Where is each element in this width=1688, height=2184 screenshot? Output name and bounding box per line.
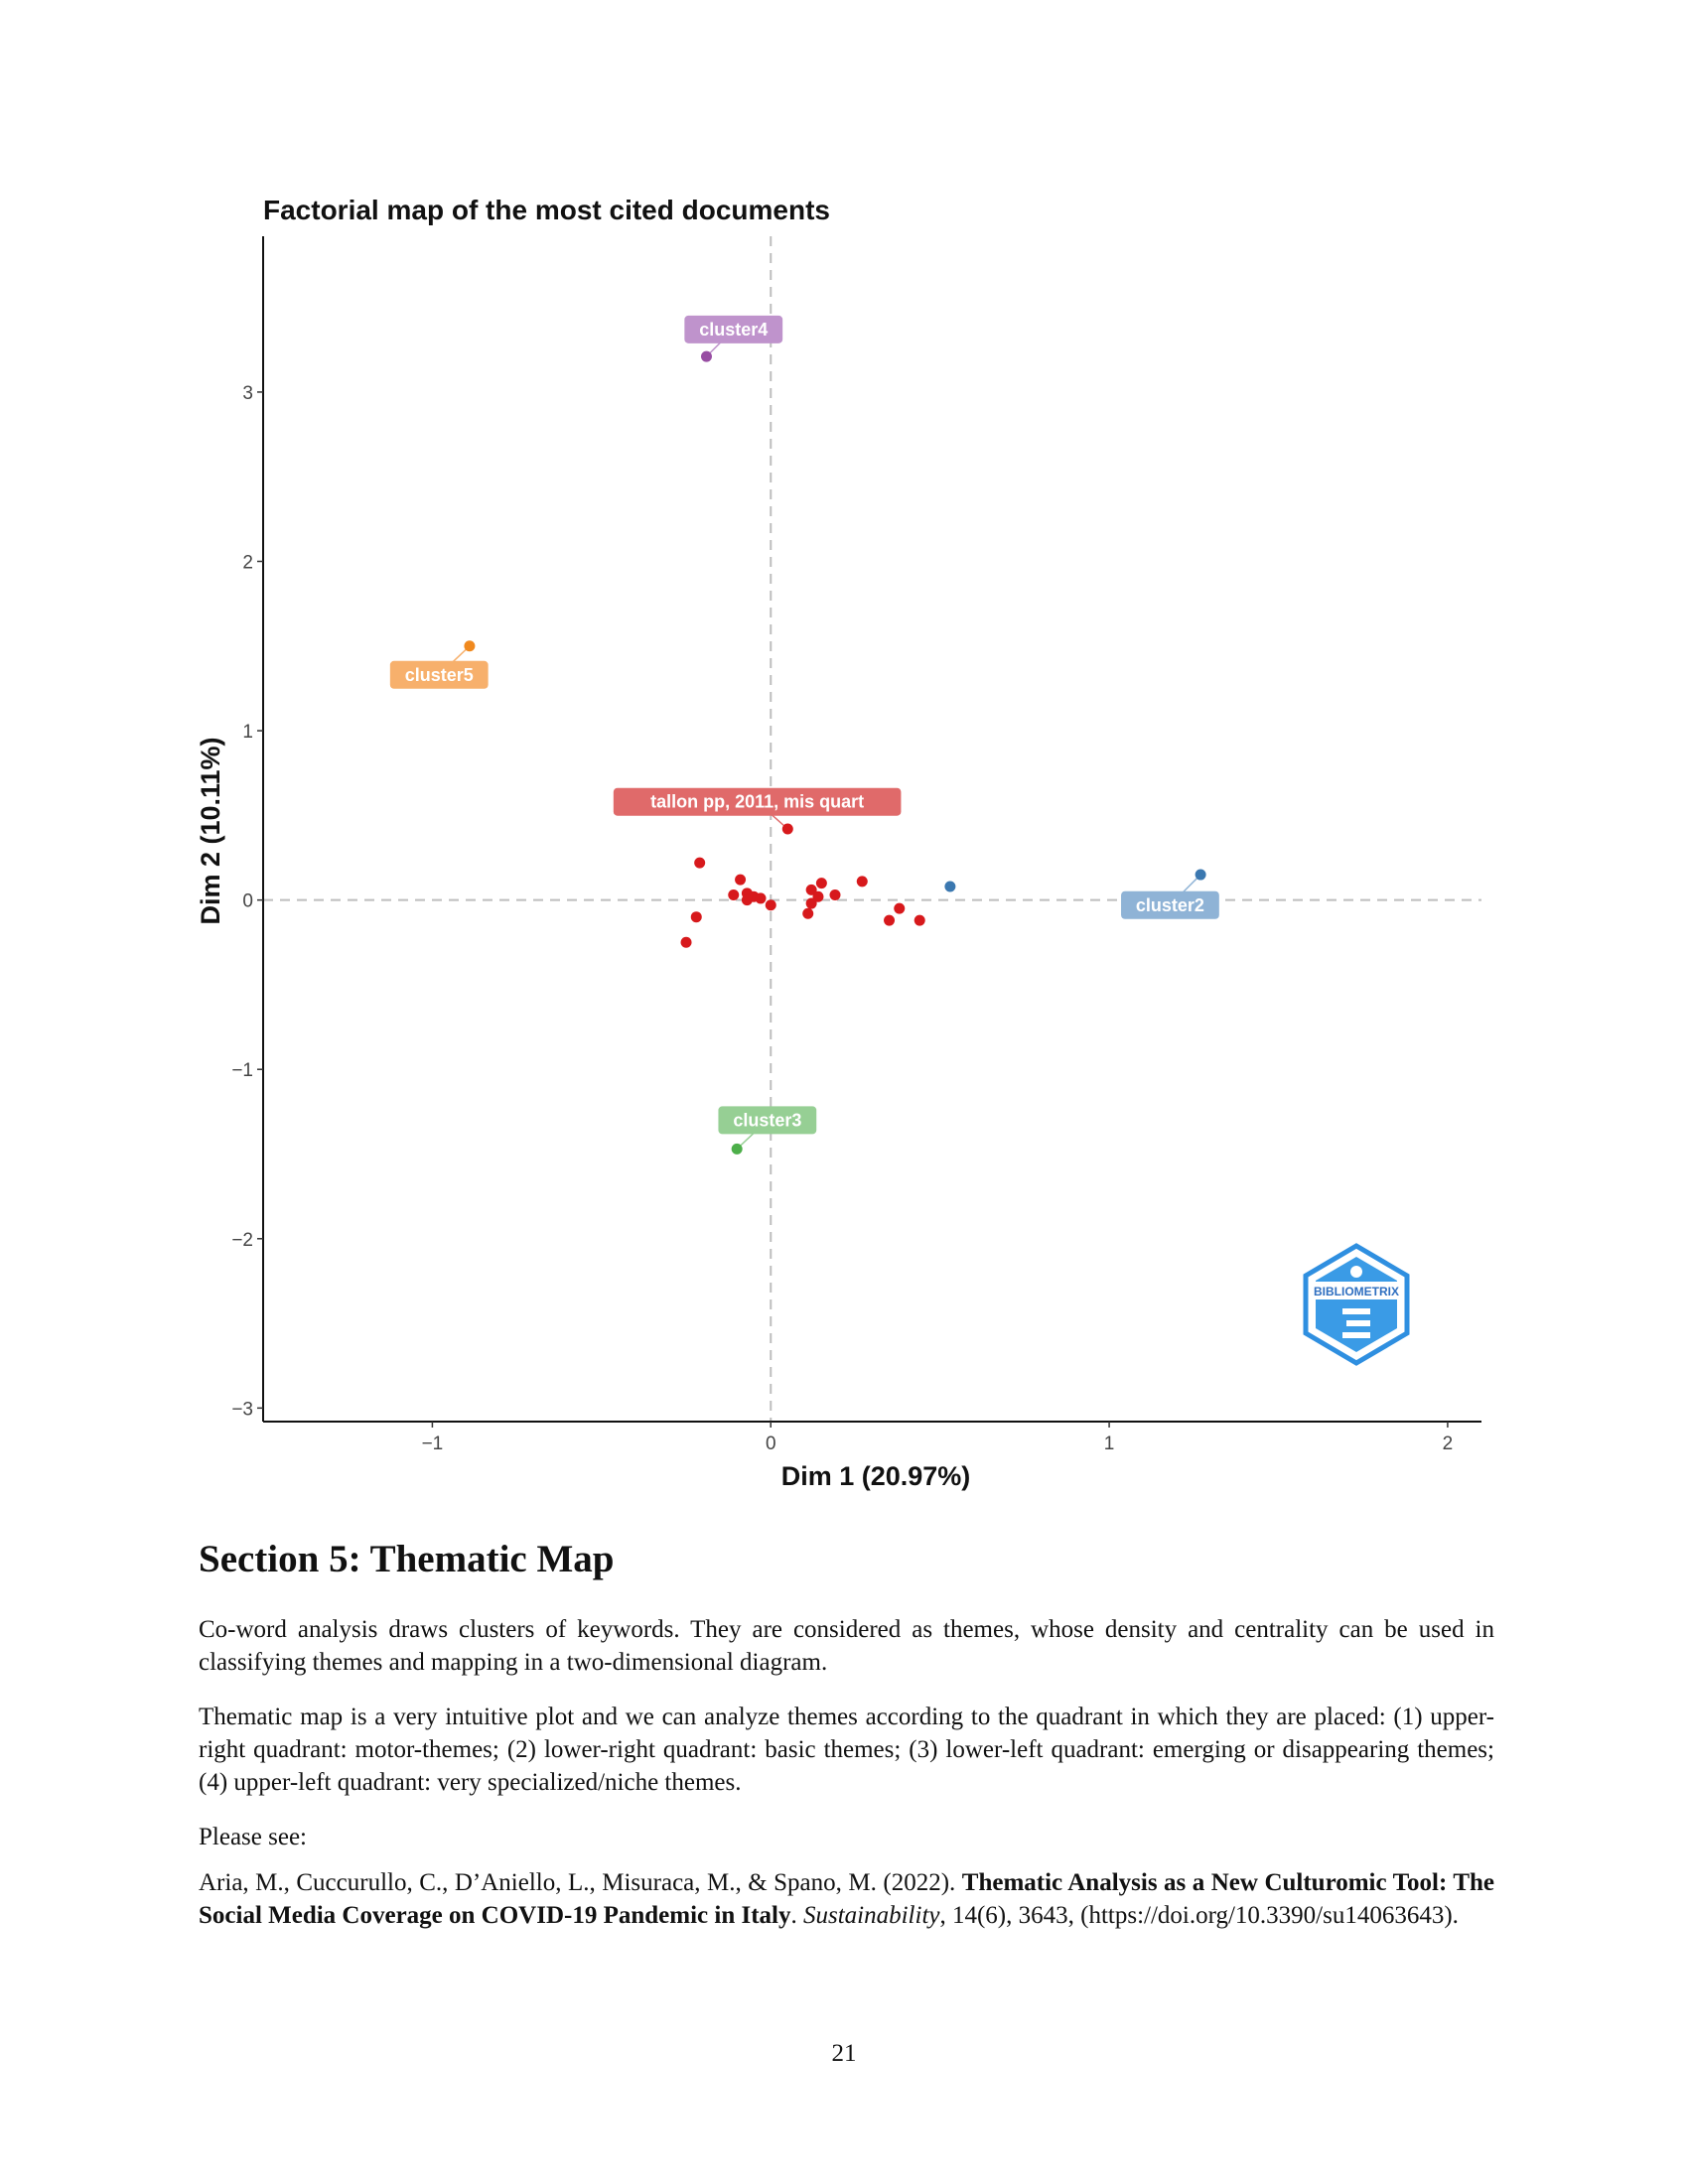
y-tick-label: 2 (242, 552, 253, 574)
cluster2-point (1196, 870, 1206, 881)
logo-text: BIBLIOMETRIX (1314, 1285, 1399, 1298)
cluster1-point (782, 824, 793, 835)
cluster4-label: cluster4 (699, 319, 769, 340)
y-tick-label: −3 (231, 1399, 253, 1421)
reference-journal: Sustainability (802, 1902, 940, 1929)
y-tick-label: −2 (231, 1229, 253, 1251)
paragraph-thematic-map: Thematic map is a very intuitive plot and we can analyze themes according to the quadrant in which they are placed: (1) upper-right quadrant: motor-themes; (2) lower-right quadrant: basic themes; (3) lower-left quadrant: emerging or disappearing themes; (4) upper-left quadrant: very specialized/niche themes. (199, 1704, 1494, 1796)
cluster1-point (857, 876, 868, 887)
chart-title: Factorial map of the most cited documents (263, 195, 830, 225)
x-tick-label: −1 (421, 1433, 444, 1454)
y-tick-label: 1 (242, 722, 253, 744)
cluster1-point (735, 875, 746, 886)
y-tick-label: 3 (242, 382, 253, 404)
reference-title: Thematic Analysis as a New Culturomic Tool: The Social Media Coverage on COVID-19 Pandemic in Italy (199, 1869, 1494, 1929)
cluster1-point (802, 908, 813, 919)
cluster1-point (742, 894, 753, 905)
x-tick-label: 1 (1103, 1433, 1115, 1454)
x-tick-label: 0 (765, 1433, 776, 1454)
y-tick-label: −1 (231, 1060, 253, 1082)
cluster1-point (728, 889, 739, 900)
reference-authors: Aria, M., Cuccurullo, C., D’Aniello, L., Misuraca, M., & Spano, M. (2022). (199, 1869, 962, 1896)
section-heading: Section 5: Thematic Map (199, 1538, 615, 1580)
x-tick-label: 2 (1442, 1433, 1454, 1454)
page-number: 21 (831, 2040, 857, 2067)
cluster2-point (944, 881, 955, 891)
plot-area (231, 236, 1481, 1454)
cluster5-point (464, 640, 475, 651)
cluster1-point (806, 898, 817, 909)
bibliometrix-logo (1306, 1246, 1407, 1363)
x-axis-title: Dim 1 (20.97%) (780, 1461, 971, 1491)
cluster1-point (681, 937, 692, 948)
reference-separator: . (790, 1902, 803, 1929)
cluster1-label: tallon pp, 2011, mis quart (650, 791, 865, 812)
cluster3-point (732, 1144, 743, 1155)
cluster5-label: cluster5 (404, 664, 474, 685)
cluster1-point (756, 892, 767, 903)
y-axis-title: Dim 2 (10.11%) (196, 737, 225, 925)
cluster1-point (766, 899, 776, 910)
logo-bars-icon (1342, 1308, 1370, 1338)
cluster3-label: cluster3 (733, 1110, 802, 1131)
cluster1-point (816, 878, 827, 888)
cluster1-point (830, 889, 841, 900)
paragraph-coword: Co-word analysis draws clusters of keywords. They are considered as themes, whose density and centrality can be used in classifying themes and mapping in a two-dimensional diagram. (199, 1616, 1494, 1676)
y-tick-label: 0 (242, 890, 253, 912)
cluster2-label: cluster2 (1135, 894, 1204, 915)
reference-citation (199, 1866, 1494, 1932)
cluster4-point (701, 351, 712, 362)
cluster1-point (694, 858, 705, 869)
paragraph-please-see: Please see: (199, 1824, 307, 1850)
logo-figure-icon (1350, 1266, 1362, 1278)
cluster1-point (914, 915, 925, 926)
reference-details: , 14(6), 3643, (https://doi.org/10.3390/su14063643). (939, 1902, 1459, 1929)
cluster1-point (894, 903, 905, 914)
cluster1-point (884, 915, 895, 926)
cluster1-point (691, 911, 702, 922)
